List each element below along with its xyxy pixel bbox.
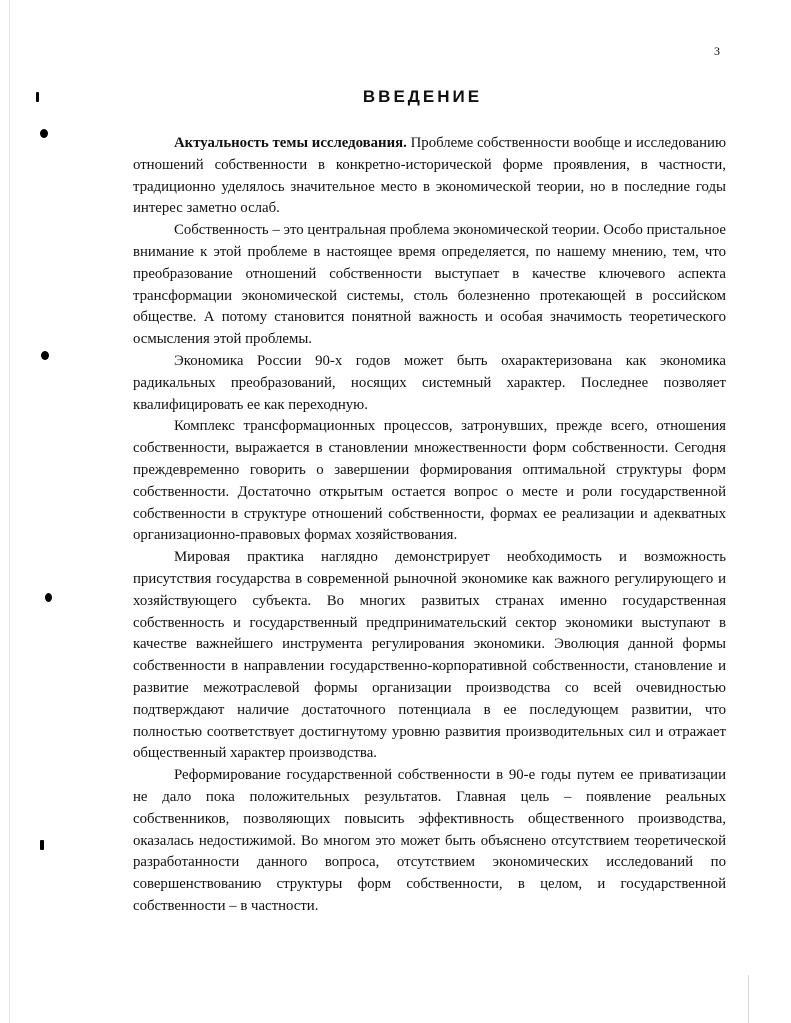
page-number: 3 xyxy=(714,44,720,58)
paragraph: Мировая практика наглядно демонстрирует необходимость и возможность присутствия государства в современной рыночной экономике как важного регулирующего и хозяйствующего субъекта. Во многих развитых странах именно государственная собственность и государственный предпринимательский сектор экономики выступают в качестве важнейшего инструмента регулирования экономики. Эволюция данной формы собственности в направлении государственно-корпоративной собственности, становление и развитие межотраслевой формы организации производства со всей очевидностью подтверждают наличие достаточного потенциала в ее последующем развитии, что полностью соответствует достигнутому уровню развития производительных сил и отражает общественный характер производства. xyxy=(133,549,726,762)
binder-hole-mark xyxy=(40,129,48,138)
scan-edge-line xyxy=(748,975,749,1023)
binder-hole-mark xyxy=(41,351,49,360)
scan-mark xyxy=(40,840,44,850)
paragraph: Собственность – это центральная проблема экономической теории. Особо пристальное внимание к этой проблеме в настоящее время определяется, по нашему мнению, тем, что преобразование отношений собственности выступает в качестве ключевого аспекта трансформации экономической системы, столь болезненно протекающей в российском обществе. А потому становится понятной важность и особая значимость теоретического осмысления этой проблемы. xyxy=(133,222,726,348)
paragraph-lead-term: Актуальность темы исследования. xyxy=(174,135,407,151)
page-title: ВВЕДЕНИЕ xyxy=(362,87,483,106)
paragraph-text: Проблеме собственности вообще и исследованию отношений собственности в конкретно-исторической форме проявления, в частности, традиционно уделялось значительное место в экономической теории, но в последние годы интерес заметно ослаб. xyxy=(133,135,727,217)
paragraph: Реформирование государственной собственности в 90-е годы путем ее приватизации не дало пока положительных результатов. Главная цель – появление реальных собственников, позволяющих повысить эффективность общественного производства, оказалась недостижимой. Во многом это может быть объяснено отсутствием теоретической разработанности данного вопроса, отсутствием экономических исследований по совершенствованию структуры форм собственности, в целом, и государственной собственности – в частности. xyxy=(133,767,726,914)
paragraph: Экономика России 90-х годов может быть охарактеризована как экономика радикальных преобразований, носящих системный характер. Последнее позволяет квалифицировать ее как переходную. xyxy=(133,352,726,413)
paragraph: Комплекс трансформационных процессов, затронувших, прежде всего, отношения собственности, выражается в становлении множественности форм собственности. Сегодня преждевременно говорить о завершении формирования оптимальной структуры форм собственности. Достаточно открытым остается вопрос о месте и роли государственной собственности в структуре отношений собственности, формах ее реализации и адекватных организационно-правовых формах хозяйствования. xyxy=(133,418,726,544)
binder-hole-mark xyxy=(45,593,52,602)
document-body xyxy=(133,133,726,918)
paragraph xyxy=(133,133,726,220)
scan-edge-line xyxy=(9,0,10,1023)
